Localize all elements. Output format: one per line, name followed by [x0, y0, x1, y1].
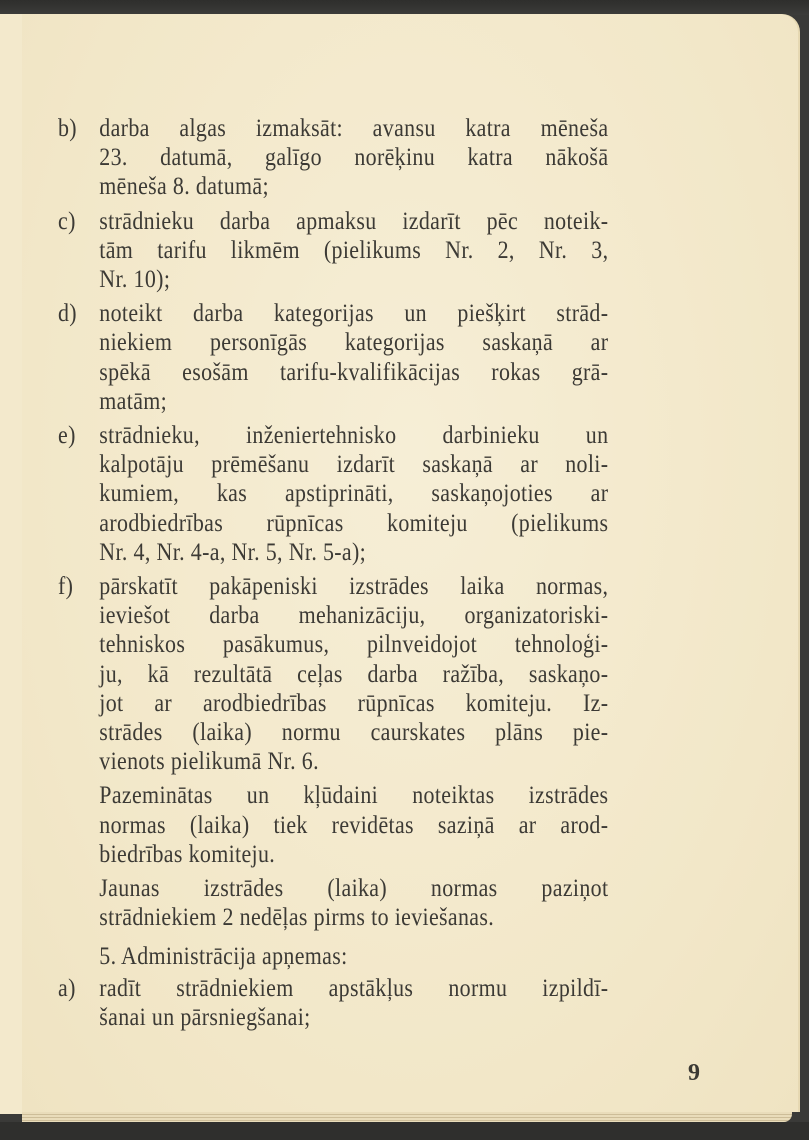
text-line: 23. datumā, galīgo norēķinu katra nākošā [99, 142, 609, 172]
text-line: mēneša 8. datumā; [99, 171, 269, 201]
list-item-text [99, 420, 608, 566]
text-line: kalpotāju prēmēšanu izdarīt saskaņā ar noli- [99, 449, 609, 479]
text-line: Nr. 4, Nr. 4-a, Nr. 5, Nr. 5-a); [99, 536, 367, 566]
text-line: niekiem personīgās kategorijas saskaņā ar [99, 327, 609, 357]
text-line: biedrības komiteju. [99, 838, 276, 868]
section-list-item-a [58, 973, 608, 1031]
text-line: tehniskos pasākumus, pilnveidojot tehnoloģi- [99, 629, 609, 659]
list-item-text [99, 298, 608, 415]
text-line: Pazeminātas un kļūdaini noteiktas izstrādes [99, 780, 609, 810]
list-item-text [99, 973, 608, 1031]
text-line: jot ar arodbiedrības rūpnīcas komiteju. Iz- [99, 687, 609, 717]
list-item-text [99, 206, 608, 294]
list-item-text [99, 571, 608, 775]
list-item-text [99, 113, 608, 201]
text-line: Nr. 10); [99, 264, 171, 294]
list-marker: d) [58, 298, 77, 328]
scan-background-top [0, 0, 809, 15]
text-line: strādniekiem 2 nedēļas pirms to ieviešanas. [99, 902, 495, 932]
text-line: strādnieku darba apmaksu izdarīt pēc noteik- [99, 205, 609, 235]
list-marker: e) [58, 420, 76, 450]
text-line: noteikt darba kategorijas un piešķirt strād- [99, 298, 609, 328]
text-line: ieviešot darba mehanizāciju, organizatoriski- [99, 600, 609, 630]
page-stack-edges [22, 1112, 792, 1122]
text-line: radīt strādniekiem apstākļus normu izpildī- [99, 972, 609, 1002]
page-text [58, 113, 608, 1036]
text-line: arodbiedrības rūpnīcas komiteju (pielikums [99, 507, 609, 537]
list-item-d [58, 298, 608, 415]
previous-page-edge [0, 14, 23, 1114]
scan-background-bottom [0, 1122, 809, 1140]
list-item-e [58, 420, 608, 566]
paragraph-revised-norms [58, 780, 608, 868]
list-item-f [58, 571, 608, 775]
text-line: tām tarifu likmēm (pielikums Nr. 2, Nr. 3, [99, 234, 609, 264]
text-line: kumiem, kas apstiprināti, saskaņojoties ar [99, 478, 609, 508]
list-marker: b) [58, 113, 77, 142]
list-item-c [58, 206, 608, 294]
text-line: šanai un pārsniegšanai; [99, 1001, 311, 1031]
list-item-b [58, 113, 608, 201]
page-number: 9 [688, 1060, 700, 1086]
text-line: spēkā esošām tarifu-kvalifikācijas rokas grā- [99, 356, 609, 386]
text-line: ju, kā rezultātā ceļas darba ražība, saskaņo- [99, 658, 609, 688]
text-line: Jaunas izstrādes (laika) normas paziņot [99, 873, 609, 903]
text-line: darba algas izmaksāt: avansu katra mēneša [99, 113, 609, 142]
paragraph-new-norms [58, 873, 608, 931]
list-marker: a) [58, 972, 76, 1002]
text-line: strādnieku, inženiertehnisko darbinieku un [99, 420, 609, 450]
text-line: pārskatīt pakāpeniski izstrādes laika normas, [99, 571, 609, 601]
text-line: normas (laika) tiek revidētas saziņā ar arod- [99, 809, 609, 839]
text-line: matām; [99, 385, 168, 415]
section-heading: 5. Administrācija apņemas: [99, 941, 348, 971]
list-marker: f) [58, 571, 74, 601]
text-line: strādes (laika) normu caurskates plāns pie- [99, 717, 609, 747]
list-marker: c) [58, 205, 76, 235]
text-line: vienots pielikumā Nr. 6. [99, 746, 319, 776]
